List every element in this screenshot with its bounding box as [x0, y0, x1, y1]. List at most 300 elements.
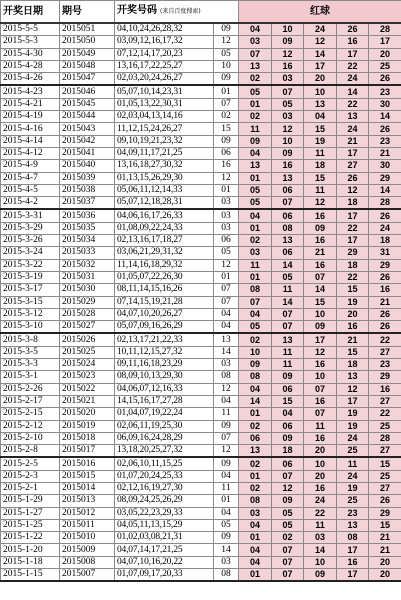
table-row	[1, 321, 401, 334]
red-ball-cell: 16	[304, 432, 337, 444]
header-row	[1, 1, 401, 24]
red-ball-cell: 08	[239, 284, 272, 296]
red-ball-cell: 26	[337, 23, 369, 36]
date-cell: 2015-4-2	[1, 197, 60, 210]
red-ball-cell: 11	[272, 359, 304, 371]
code-cell: 02,06,11,19,25,30	[115, 420, 214, 432]
red-ball-cell: 05	[272, 271, 304, 283]
issue-cell: 2015038	[60, 184, 115, 196]
red-ball-cell: 25	[369, 60, 401, 72]
red-ball-cell: 09	[304, 222, 337, 234]
issue-cell: 2015037	[60, 197, 115, 210]
red-ball-cell: 06	[272, 209, 304, 222]
red-ball-cell: 01	[239, 532, 272, 544]
date-cell: 2015-3-8	[1, 333, 60, 346]
date-cell: 2015-2-5	[1, 457, 60, 470]
blue-ball-cell: 15	[214, 123, 239, 135]
table-row	[1, 160, 401, 172]
code-cell: 08,09,10,13,29,30	[115, 371, 214, 383]
date-cell: 2015-2-10	[1, 432, 60, 444]
code-cell: 01,07,09,17,20,33	[115, 569, 214, 582]
code-cell: 01,05,07,22,26,30	[115, 271, 214, 283]
red-ball-cell: 04	[239, 147, 272, 159]
red-ball-cell: 10	[272, 135, 304, 147]
date-cell: 2015-3-19	[1, 271, 60, 283]
table-row	[1, 73, 401, 86]
red-ball-cell: 03	[272, 73, 304, 86]
red-ball-cell: 18	[337, 359, 369, 371]
red-ball-cell: 21	[369, 544, 401, 556]
blue-ball-cell: 08	[214, 569, 239, 582]
red-ball-cell: 15	[304, 123, 337, 135]
red-ball-cell: 07	[239, 296, 272, 308]
table-row	[1, 135, 401, 147]
blue-ball-cell: 05	[214, 519, 239, 531]
table-row	[1, 296, 401, 308]
table-row	[1, 333, 401, 346]
red-ball-cell: 18	[337, 197, 369, 210]
code-cell: 13,16,18,27,30,32	[115, 160, 214, 172]
date-cell: 2015-2-8	[1, 445, 60, 458]
red-ball-cell: 29	[369, 507, 401, 519]
red-ball-cell: 28	[369, 432, 401, 444]
code-cell: 04,09,11,17,21,25	[115, 147, 214, 159]
red-ball-cell: 02	[239, 73, 272, 86]
code-cell: 08,11,14,15,16,26	[115, 284, 214, 296]
red-ball-cell: 09	[272, 147, 304, 159]
issue-cell: 2015024	[60, 359, 115, 371]
issue-cell: 2015046	[60, 85, 115, 98]
blue-ball-cell: 11	[214, 408, 239, 420]
red-ball-cell: 13	[272, 333, 304, 346]
red-ball-cell: 27	[369, 445, 401, 458]
red-ball-cell: 20	[369, 569, 401, 582]
red-ball-cell: 12	[337, 184, 369, 196]
red-ball-cell: 20	[337, 308, 369, 320]
issue-cell: 2015021	[60, 395, 115, 407]
red-ball-cell: 20	[304, 73, 337, 86]
blue-ball-cell: 09	[214, 457, 239, 470]
table-row	[1, 532, 401, 544]
blue-ball-cell: 03	[214, 197, 239, 210]
red-ball-cell: 12	[304, 197, 337, 210]
date-cell: 2015-3-3	[1, 359, 60, 371]
issue-cell: 2015029	[60, 296, 115, 308]
issue-cell: 2015040	[60, 160, 115, 172]
red-ball-cell: 20	[369, 48, 401, 60]
issue-cell: 2015031	[60, 271, 115, 283]
red-ball-cell: 15	[304, 296, 337, 308]
blue-ball-cell: 03	[214, 222, 239, 234]
red-ball-cell: 16	[304, 209, 337, 222]
code-cell: 09,11,16,18,23,29	[115, 359, 214, 371]
red-ball-cell: 22	[337, 271, 369, 283]
table-row	[1, 544, 401, 556]
table-row	[1, 23, 401, 36]
date-cell: 2015-4-21	[1, 98, 60, 110]
table-row	[1, 235, 401, 247]
issue-cell: 2015011	[60, 519, 115, 531]
red-ball-cell: 03	[304, 532, 337, 544]
header-issue: 期号	[60, 1, 115, 24]
code-cell: 05,06,11,12,14,33	[115, 184, 214, 196]
red-ball-cell: 11	[304, 147, 337, 159]
table-row	[1, 60, 401, 72]
red-ball-cell: 17	[304, 333, 337, 346]
red-ball-cell: 24	[337, 432, 369, 444]
red-ball-cell: 10	[304, 371, 337, 383]
date-cell: 2015-4-16	[1, 123, 60, 135]
code-cell: 03,09,12,16,17,32	[115, 36, 214, 48]
red-ball-cell: 22	[337, 222, 369, 234]
blue-ball-cell: 03	[214, 359, 239, 371]
red-ball-cell: 19	[337, 296, 369, 308]
code-cell: 01,02,03,08,21,31	[115, 532, 214, 544]
red-ball-cell: 16	[337, 556, 369, 568]
red-ball-cell: 01	[239, 470, 272, 482]
red-ball-cell: 13	[272, 172, 304, 184]
table-row	[1, 432, 401, 444]
red-ball-cell: 04	[304, 111, 337, 123]
issue-cell: 2015015	[60, 470, 115, 482]
blue-ball-cell: 07	[214, 432, 239, 444]
issue-cell: 2015042	[60, 135, 115, 147]
date-cell: 2015-4-9	[1, 160, 60, 172]
date-cell: 2015-1-15	[1, 569, 60, 582]
date-cell: 2015-1-22	[1, 532, 60, 544]
red-ball-cell: 29	[369, 259, 401, 271]
code-cell: 09,10,19,21,23,32	[115, 135, 214, 147]
red-ball-cell: 24	[304, 495, 337, 507]
red-ball-cell: 16	[369, 383, 401, 395]
date-cell: 2015-2-12	[1, 420, 60, 432]
red-ball-cell: 07	[272, 321, 304, 334]
header-red-ball: 红球	[239, 1, 401, 24]
red-ball-cell: 12	[304, 36, 337, 48]
red-ball-cell: 05	[272, 519, 304, 531]
red-ball-cell: 21	[337, 333, 369, 346]
blue-ball-cell: 04	[214, 395, 239, 407]
code-cell: 11,12,15,24,26,27	[115, 123, 214, 135]
red-ball-cell: 16	[272, 160, 304, 172]
red-ball-cell: 19	[337, 408, 369, 420]
code-cell: 04,05,11,13,15,29	[115, 519, 214, 531]
red-ball-cell: 03	[272, 111, 304, 123]
red-ball-cell: 23	[337, 507, 369, 519]
table-row	[1, 445, 401, 458]
red-ball-cell: 25	[337, 495, 369, 507]
red-ball-cell: 29	[369, 371, 401, 383]
issue-cell: 2015009	[60, 544, 115, 556]
blue-ball-cell: 07	[214, 284, 239, 296]
red-ball-cell: 22	[304, 507, 337, 519]
red-ball-cell: 14	[337, 85, 369, 98]
red-ball-cell: 27	[369, 346, 401, 358]
red-ball-cell: 11	[239, 259, 272, 271]
issue-cell: 2015022	[60, 383, 115, 395]
code-cell: 07,14,15,19,21,28	[115, 296, 214, 308]
code-cell: 01,05,13,22,30,31	[115, 98, 214, 110]
red-ball-cell: 16	[304, 482, 337, 494]
red-ball-cell: 11	[272, 346, 304, 358]
red-ball-cell: 03	[239, 507, 272, 519]
red-ball-cell: 02	[239, 235, 272, 247]
date-cell: 2015-4-28	[1, 60, 60, 72]
red-ball-cell: 14	[369, 111, 401, 123]
date-cell: 2015-3-22	[1, 259, 60, 271]
red-ball-cell: 10	[304, 308, 337, 320]
table-row	[1, 111, 401, 123]
red-ball-cell: 13	[337, 371, 369, 383]
blue-ball-cell: 06	[214, 235, 239, 247]
header-date: 开奖日期	[1, 1, 60, 24]
red-ball-cell: 26	[337, 172, 369, 184]
red-ball-cell: 15	[304, 172, 337, 184]
code-cell: 02,13,17,21,22,33	[115, 333, 214, 346]
blue-ball-cell: 06	[214, 147, 239, 159]
date-cell: 2015-2-17	[1, 395, 60, 407]
red-ball-cell: 26	[369, 73, 401, 86]
red-ball-cell: 09	[239, 359, 272, 371]
code-cell: 03,05,22,23,29,33	[115, 507, 214, 519]
red-ball-cell: 01	[239, 222, 272, 234]
issue-cell: 2015016	[60, 457, 115, 470]
red-ball-cell: 05	[239, 85, 272, 98]
red-ball-cell: 12	[272, 123, 304, 135]
blue-ball-cell: 01	[214, 271, 239, 283]
red-ball-cell: 26	[369, 495, 401, 507]
table-row	[1, 569, 401, 582]
code-cell: 01,08,09,22,24,33	[115, 222, 214, 234]
date-cell: 2015-3-26	[1, 235, 60, 247]
red-ball-cell: 07	[272, 569, 304, 582]
red-ball-cell: 13	[304, 98, 337, 110]
date-cell: 2015-1-27	[1, 507, 60, 519]
table-row	[1, 209, 401, 222]
table-row	[1, 519, 401, 531]
red-ball-cell: 15	[369, 457, 401, 470]
table-row	[1, 48, 401, 60]
code-cell: 07,12,14,17,20,23	[115, 48, 214, 60]
code-cell: 02,13,16,17,18,27	[115, 235, 214, 247]
date-cell: 2015-3-10	[1, 321, 60, 334]
red-ball-cell: 07	[272, 470, 304, 482]
date-cell: 2015-4-14	[1, 135, 60, 147]
red-ball-cell: 22	[337, 60, 369, 72]
date-cell: 2015-2-1	[1, 482, 60, 494]
red-ball-cell: 24	[337, 73, 369, 86]
red-ball-cell: 09	[272, 371, 304, 383]
blue-ball-cell: 11	[214, 482, 239, 494]
red-ball-cell: 22	[369, 408, 401, 420]
issue-cell: 2015019	[60, 420, 115, 432]
red-ball-cell: 08	[272, 222, 304, 234]
date-cell: 2015-3-5	[1, 346, 60, 358]
red-ball-cell: 16	[337, 36, 369, 48]
red-ball-cell: 17	[337, 569, 369, 582]
table-row	[1, 98, 401, 110]
red-ball-cell: 17	[337, 235, 369, 247]
code-cell: 10,11,12,15,27,32	[115, 346, 214, 358]
table-row	[1, 259, 401, 271]
red-ball-cell: 25	[369, 470, 401, 482]
red-ball-cell: 04	[239, 23, 272, 36]
issue-cell: 2015049	[60, 48, 115, 60]
table-row	[1, 482, 401, 494]
blue-ball-cell: 09	[214, 73, 239, 86]
red-ball-cell: 04	[239, 519, 272, 531]
red-ball-cell: 08	[239, 371, 272, 383]
red-ball-cell: 07	[304, 383, 337, 395]
red-ball-cell: 05	[239, 321, 272, 334]
red-ball-cell: 27	[369, 482, 401, 494]
red-ball-cell: 16	[304, 359, 337, 371]
issue-cell: 2015050	[60, 36, 115, 48]
code-cell: 03,06,21,29,31,32	[115, 247, 214, 259]
red-ball-cell: 13	[239, 445, 272, 458]
code-cell: 14,15,16,17,27,28	[115, 395, 214, 407]
issue-cell: 2015027	[60, 321, 115, 334]
red-ball-cell: 09	[272, 36, 304, 48]
table-row	[1, 556, 401, 568]
red-ball-cell: 24	[337, 123, 369, 135]
table-row	[1, 284, 401, 296]
red-ball-cell: 21	[369, 532, 401, 544]
issue-cell: 2015036	[60, 209, 115, 222]
date-cell: 2015-2-15	[1, 408, 60, 420]
red-ball-cell: 22	[369, 333, 401, 346]
red-ball-cell: 31	[369, 247, 401, 259]
red-ball-cell: 05	[239, 197, 272, 210]
blue-ball-cell: 04	[214, 308, 239, 320]
red-ball-cell: 08	[239, 495, 272, 507]
red-ball-cell: 04	[272, 408, 304, 420]
issue-cell: 2015013	[60, 495, 115, 507]
date-cell: 2015-3-1	[1, 371, 60, 383]
red-ball-cell: 13	[239, 60, 272, 72]
red-ball-cell: 10	[239, 346, 272, 358]
red-ball-cell: 17	[304, 60, 337, 72]
code-cell: 02,06,10,11,15,25	[115, 457, 214, 470]
red-ball-cell: 15	[369, 519, 401, 531]
table-row	[1, 495, 401, 507]
red-ball-cell: 09	[304, 569, 337, 582]
issue-cell: 2015035	[60, 222, 115, 234]
red-ball-cell: 16	[369, 284, 401, 296]
red-ball-cell: 08	[337, 532, 369, 544]
red-ball-cell: 11	[337, 457, 369, 470]
issue-cell: 2015041	[60, 147, 115, 159]
blue-ball-cell: 13	[214, 333, 239, 346]
red-ball-cell: 12	[272, 482, 304, 494]
date-cell: 2015-4-30	[1, 48, 60, 60]
date-cell: 2015-4-7	[1, 172, 60, 184]
red-ball-cell: 10	[304, 457, 337, 470]
red-ball-cell: 18	[337, 259, 369, 271]
red-ball-cell: 07	[272, 556, 304, 568]
red-ball-cell: 02	[239, 333, 272, 346]
code-cell: 04,06,16,17,26,33	[115, 209, 214, 222]
red-ball-cell: 14	[369, 184, 401, 196]
red-ball-cell: 12	[272, 48, 304, 60]
blue-ball-cell: 03	[214, 556, 239, 568]
red-ball-cell: 14	[304, 284, 337, 296]
red-ball-cell: 13	[337, 111, 369, 123]
table-row	[1, 222, 401, 234]
red-ball-cell: 01	[239, 271, 272, 283]
red-ball-cell: 01	[239, 408, 272, 420]
red-ball-cell: 02	[239, 420, 272, 432]
blue-ball-cell: 01	[214, 184, 239, 196]
red-ball-cell: 16	[304, 235, 337, 247]
red-ball-cell: 29	[337, 247, 369, 259]
red-ball-cell: 10	[272, 23, 304, 36]
issue-cell: 2015043	[60, 123, 115, 135]
blue-ball-cell: 16	[214, 160, 239, 172]
issue-cell: 2015028	[60, 308, 115, 320]
red-ball-cell: 14	[272, 296, 304, 308]
red-ball-cell: 06	[272, 247, 304, 259]
code-cell: 11,14,16,18,29,32	[115, 259, 214, 271]
red-ball-cell: 04	[239, 544, 272, 556]
date-cell: 2015-2-3	[1, 470, 60, 482]
blue-ball-cell: 01	[214, 495, 239, 507]
issue-cell: 2015025	[60, 346, 115, 358]
code-cell: 02,03,04,13,14,16	[115, 111, 214, 123]
code-cell: 02,03,20,24,26,27	[115, 73, 214, 86]
table-row	[1, 197, 401, 210]
issue-cell: 2015010	[60, 532, 115, 544]
red-ball-cell: 25	[369, 420, 401, 432]
date-cell: 2015-5-5	[1, 23, 60, 36]
red-ball-cell: 05	[272, 98, 304, 110]
code-cell: 13,16,17,22,25,27	[115, 60, 214, 72]
table-row	[1, 395, 401, 407]
red-ball-cell: 23	[369, 359, 401, 371]
code-cell: 04,07,14,17,21,25	[115, 544, 214, 556]
red-ball-cell: 06	[272, 420, 304, 432]
header-code-label: 开奖号码	[117, 5, 157, 16]
red-ball-cell: 14	[304, 544, 337, 556]
red-ball-cell: 05	[272, 507, 304, 519]
code-cell: 05,07,10,14,23,31	[115, 85, 214, 98]
red-ball-cell: 12	[337, 383, 369, 395]
blue-ball-cell: 14	[214, 346, 239, 358]
date-cell: 2015-4-23	[1, 85, 60, 98]
red-ball-cell: 14	[239, 395, 272, 407]
red-ball-cell: 07	[304, 271, 337, 283]
code-cell: 05,07,12,18,28,31	[115, 197, 214, 210]
issue-cell: 2015020	[60, 408, 115, 420]
red-ball-cell: 04	[239, 209, 272, 222]
blue-ball-cell: 12	[214, 36, 239, 48]
red-ball-cell: 07	[304, 408, 337, 420]
table-row	[1, 507, 401, 519]
table-row	[1, 271, 401, 283]
code-cell: 05,07,09,16,26,29	[115, 321, 214, 334]
date-cell: 2015-3-29	[1, 222, 60, 234]
blue-ball-cell: 07	[214, 296, 239, 308]
red-ball-cell: 24	[304, 23, 337, 36]
code-cell: 02,12,16,19,27,30	[115, 482, 214, 494]
issue-cell: 2015012	[60, 507, 115, 519]
table-row	[1, 371, 401, 383]
red-ball-cell: 02	[239, 457, 272, 470]
red-ball-cell: 21	[369, 296, 401, 308]
red-ball-cell: 30	[369, 98, 401, 110]
blue-ball-cell: 09	[214, 532, 239, 544]
red-ball-cell: 11	[272, 284, 304, 296]
